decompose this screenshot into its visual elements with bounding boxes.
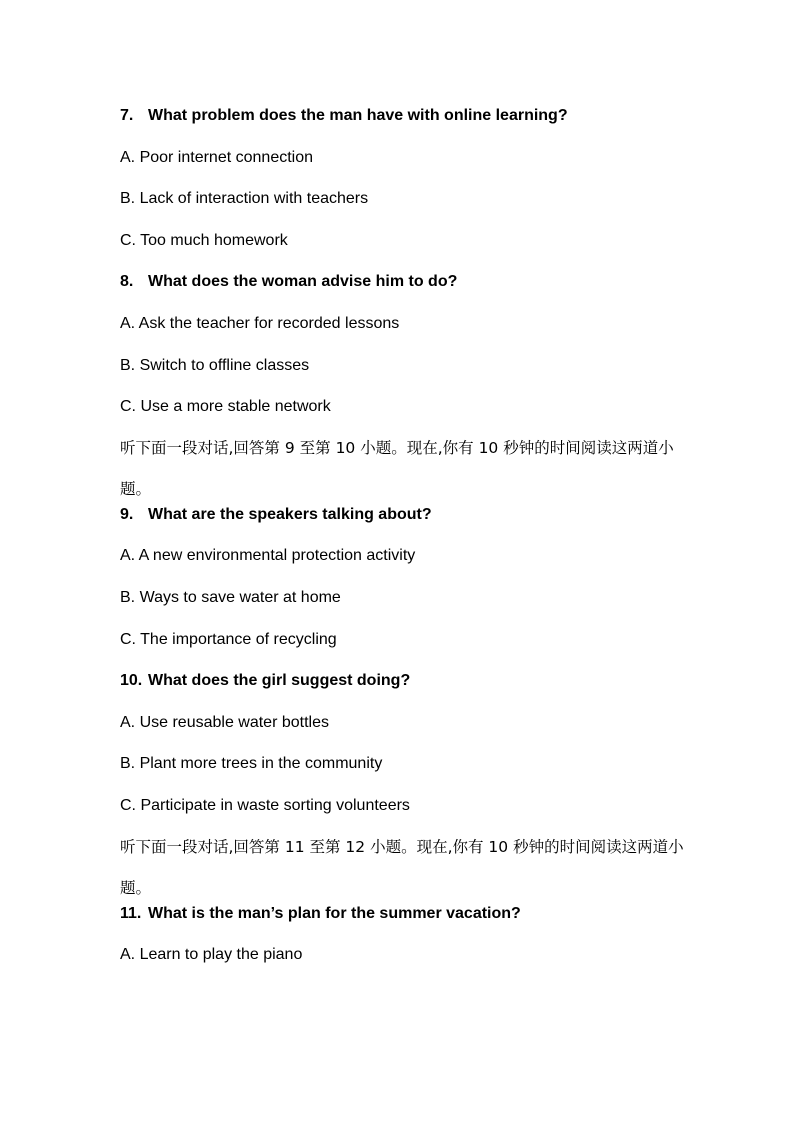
option-9b: B. Ways to save water at home: [120, 588, 341, 606]
question-text: What does the girl suggest doing?: [148, 672, 411, 690]
question-text: What are the speakers talking about?: [148, 505, 432, 523]
question-number: 10.: [120, 672, 143, 690]
question-number: 9.: [120, 505, 134, 523]
instruction-11-12: 听下面一段对话,回答第 11 至第 12 小题。现在,你有 10 秒钟的时间阅读这两道小题。: [120, 837, 684, 897]
option-10a: A. Use reusable water bottles: [120, 713, 329, 731]
option-7a: A. Poor internet connection: [120, 148, 314, 166]
question-text: What problem does the man have with online learning?: [148, 107, 568, 124]
question-text: What is the man’s plan for the summer vacation?: [148, 904, 521, 922]
option-10b: B. Plant more trees in the community: [120, 755, 383, 773]
question-8: [120, 270, 690, 294]
option-7c: C. Too much homework: [120, 231, 288, 249]
option-8b: B. Switch to offline classes: [120, 356, 310, 374]
option-10c: C. Participate in waste sorting volunteers: [120, 796, 410, 814]
option-8a: A. Ask the teacher for recorded lessons: [120, 314, 400, 332]
question-number: 11.: [120, 904, 142, 922]
option-8c: C. Use a more stable network: [120, 398, 331, 416]
option-9a: A. A new environmental protection activity: [120, 547, 416, 565]
question-number: 8.: [120, 273, 134, 291]
option-11a: A. Learn to play the piano: [120, 946, 303, 964]
option-9c: C. The importance of recycling: [120, 630, 337, 648]
question-9: [120, 503, 690, 527]
document-body: [120, 104, 690, 985]
option-7b: B. Lack of interaction with teachers: [120, 190, 369, 208]
question-7: [120, 104, 690, 128]
question-number: 7.: [120, 107, 134, 124]
instruction-9-10: 听下面一段对话,回答第 9 至第 10 小题。现在,你有 10 秒钟的时间阅读这两道小题。: [120, 438, 674, 499]
question-11: [120, 902, 690, 926]
question-10: [120, 669, 690, 693]
question-text: What does the woman advise him to do?: [148, 273, 458, 291]
